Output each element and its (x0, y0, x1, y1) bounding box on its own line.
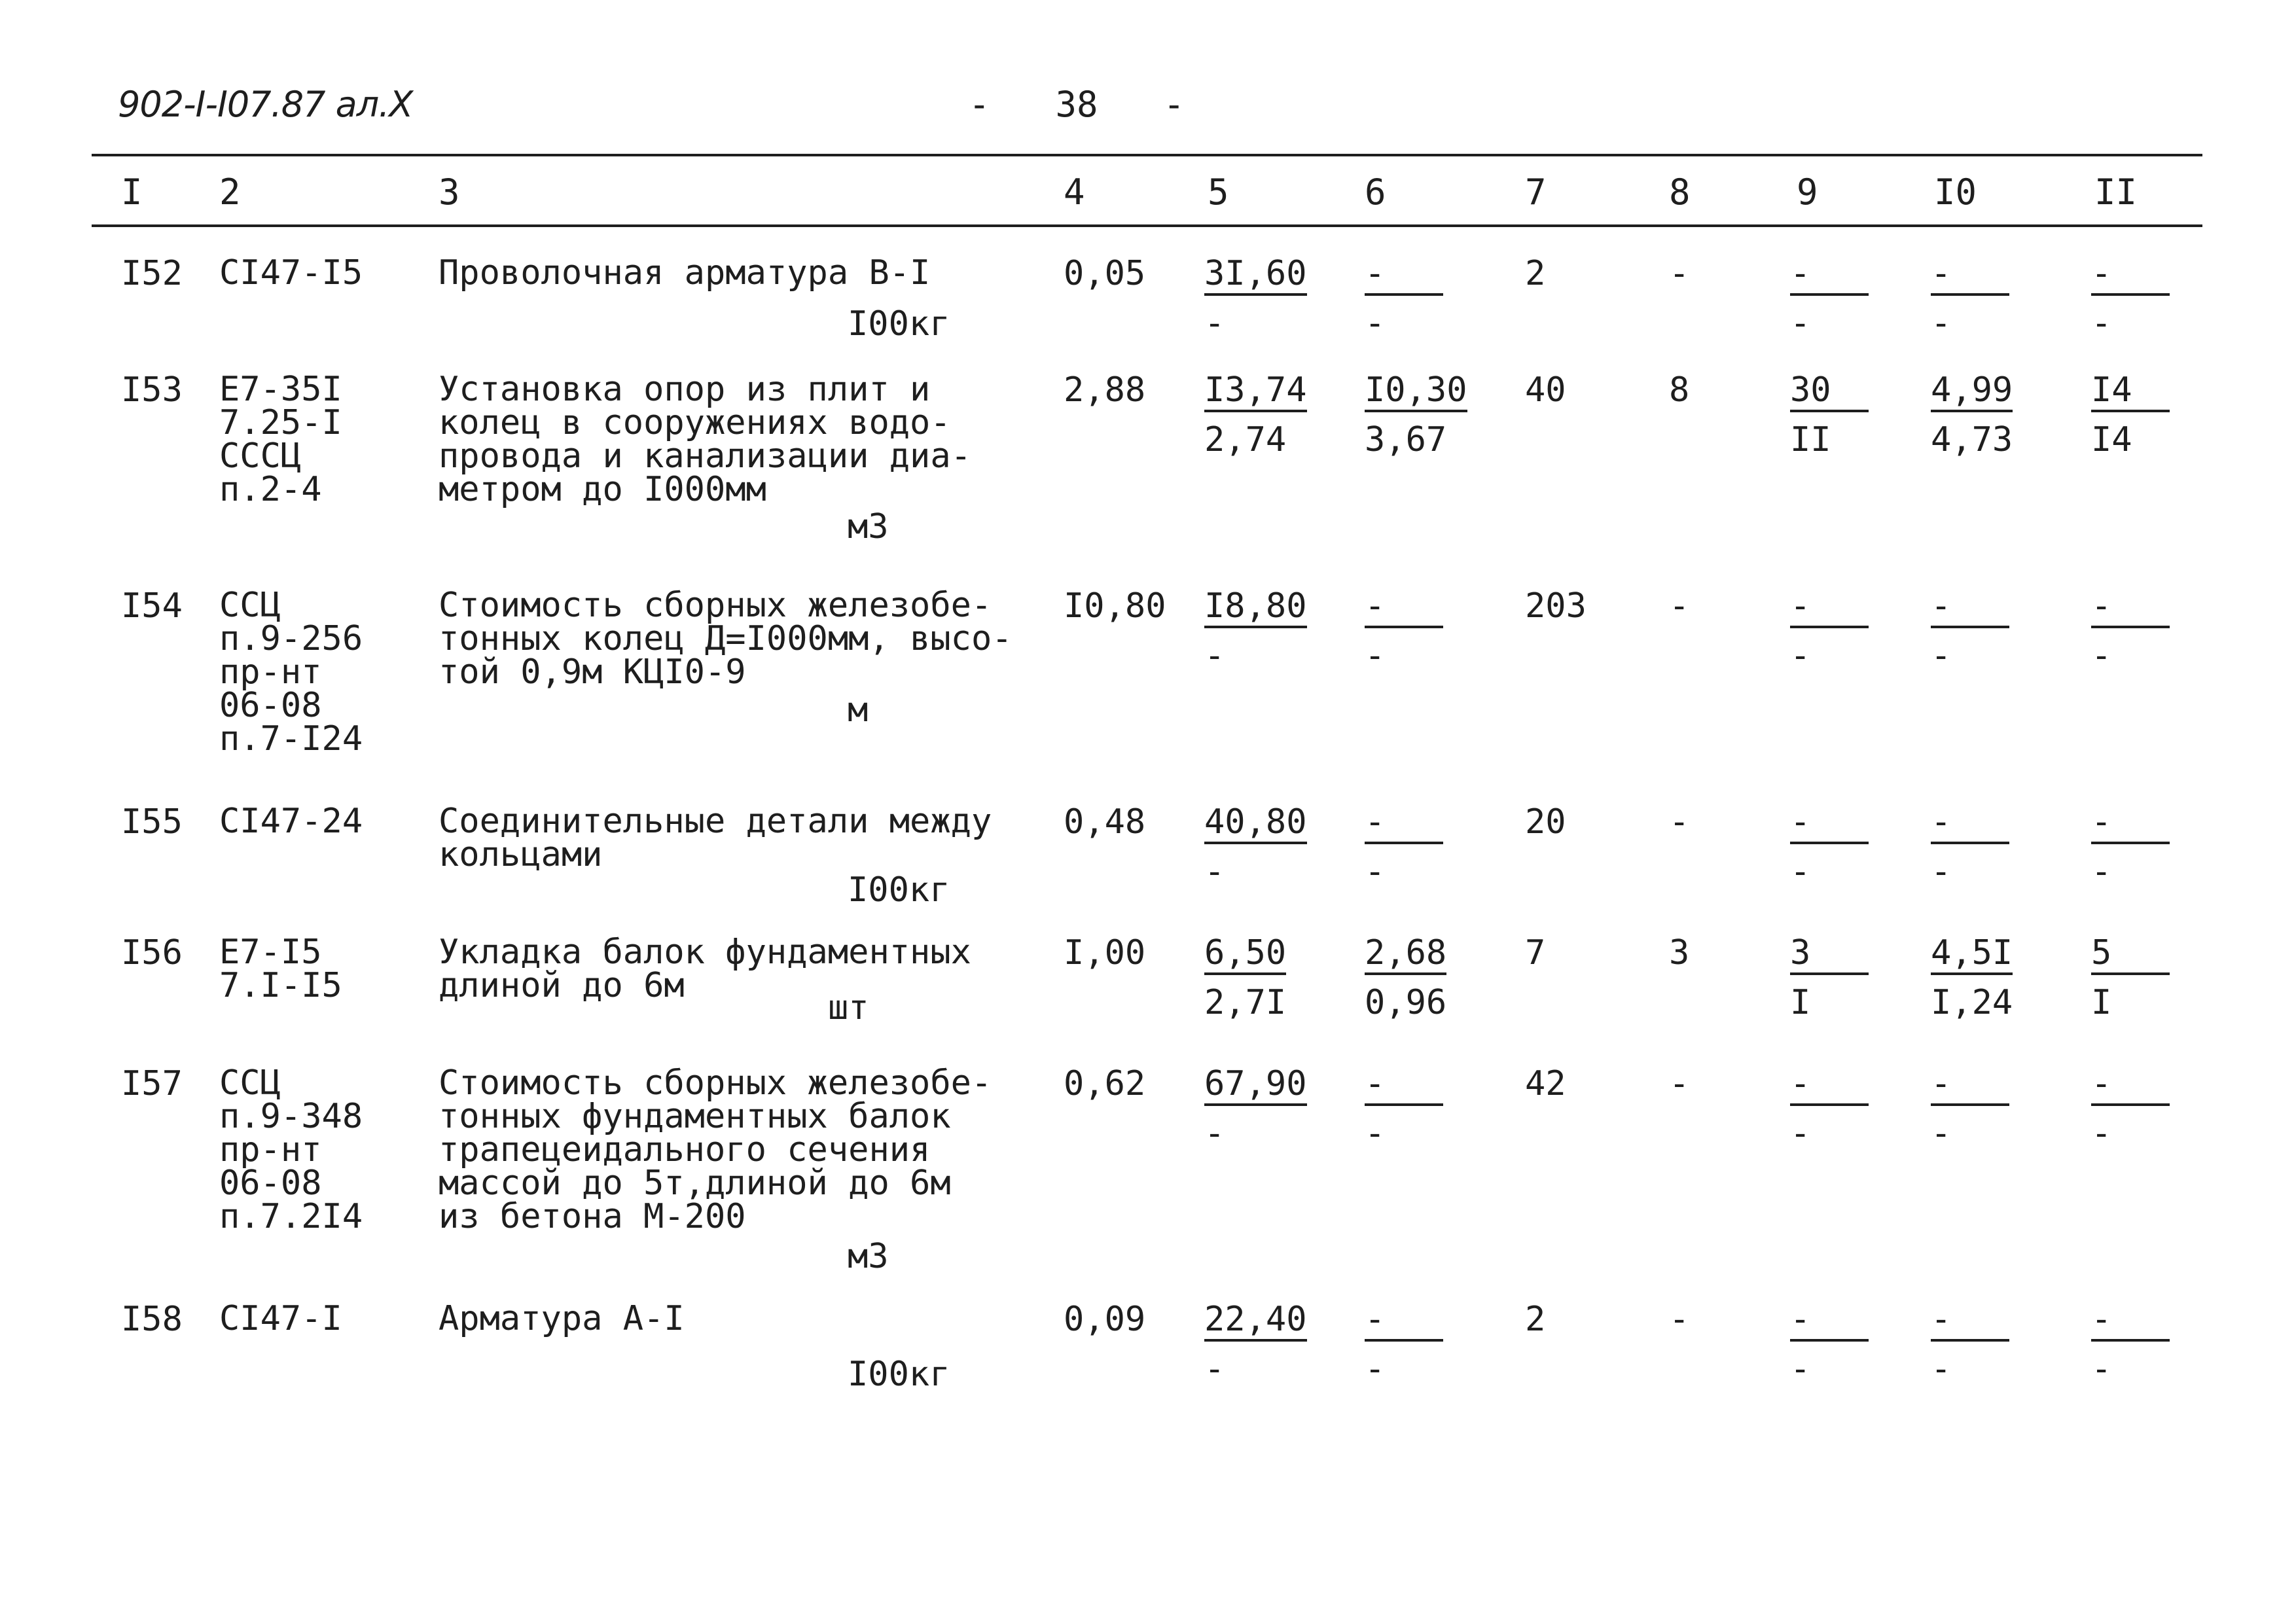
column-header-7: 7 (1525, 171, 1547, 213)
col8-value: 3 (1669, 933, 1690, 972)
col9-value: - - (1790, 257, 1869, 340)
work-description: Проволочная арматура В-I (439, 253, 931, 293)
col7-value: 20 (1525, 802, 1566, 842)
rate-code: CI47-I5 (219, 253, 363, 293)
col8-value: - (1669, 1064, 1690, 1103)
row-number: I52 (121, 254, 183, 293)
col7-value: 2 (1525, 1300, 1546, 1339)
rate-code: ССЦ п.9-348 пр-нт 06-08 п.7.2I4 (219, 1063, 363, 1236)
col11-value: $\frac{5}{I}$ (2091, 936, 2170, 1020)
col11-value: - - (2091, 1302, 2170, 1386)
col5-value: I8,80 - (1204, 586, 1307, 675)
col5-value: 3I,60 - (1204, 254, 1307, 343)
quantity: I0,80 (1064, 586, 1166, 626)
col8-value: - (1669, 254, 1690, 293)
col6-value: - - (1365, 1302, 1443, 1386)
unit-of-measure: м3 (848, 507, 889, 546)
work-description: Арматура А-I (439, 1299, 685, 1338)
table-top-rule (92, 154, 2202, 156)
rate-code: CI47-I (219, 1299, 342, 1338)
col7-value: 42 (1525, 1064, 1566, 1103)
col5-value: 67,90 - (1204, 1064, 1307, 1153)
quantity: 0,62 (1064, 1064, 1146, 1103)
column-header-9: 9 (1797, 171, 1818, 213)
rate-code: Е7-I5 7.I-I5 (219, 933, 342, 1005)
column-header-3: 3 (439, 171, 460, 213)
col10-value: - - (1931, 257, 2009, 340)
column-header-8: 8 (1669, 171, 1691, 213)
quantity: 0,09 (1064, 1300, 1146, 1339)
rate-code: CI47-24 (219, 802, 363, 841)
col11-value: - - (2091, 257, 2170, 340)
col7-value: 203 (1525, 586, 1587, 626)
col9-value: - - (1790, 805, 1869, 889)
col11-value: - - (2091, 805, 2170, 889)
document-code: 902-I-I07.87 ал.Х (118, 84, 413, 125)
row-number: I54 (121, 586, 183, 626)
col7-value: 7 (1525, 933, 1546, 972)
col8-value: - (1669, 1300, 1690, 1339)
page-dash-right: - (1163, 84, 1185, 125)
col7-value: 2 (1525, 254, 1546, 293)
unit-of-measure: I00кг (848, 304, 950, 344)
col10-value: $\frac{4,99}{4,73}$ (1931, 370, 2013, 459)
unit-of-measure: м (848, 690, 869, 730)
column-header-1: I (121, 171, 143, 213)
work-description: Укладка балок фундаментных длиной до 6м (439, 933, 971, 1005)
col8-value: 8 (1669, 370, 1690, 410)
col10-value: $\frac{4,5I}{I,24}$ (1931, 933, 2013, 1022)
unit-of-measure: м3 (848, 1237, 889, 1276)
quantity: I,00 (1064, 933, 1146, 972)
col8-value: - (1669, 586, 1690, 626)
page-number: 38 (1055, 84, 1098, 125)
row-number: I55 (121, 802, 183, 842)
row-number: I53 (121, 370, 183, 410)
col6-value: $\frac{I0,30}{3,67}$ (1365, 370, 1467, 459)
col11-value: - - (2091, 1067, 2170, 1150)
column-header-11: II (2094, 171, 2138, 213)
row-number: I58 (121, 1300, 183, 1339)
unit-of-measure: I00кг (848, 1355, 950, 1394)
column-header-6: 6 (1365, 171, 1386, 213)
col6-value: $\frac{2,68}{0,96}$ (1365, 933, 1447, 1022)
page-number-group (969, 84, 1185, 125)
table-header-rule (92, 224, 2202, 227)
col5-value: $\frac{I3,74}{2,74}$ (1204, 370, 1307, 459)
col7-value: 40 (1525, 370, 1566, 410)
col9-value: - - (1790, 1067, 1869, 1150)
unit-of-measure: шт (828, 988, 869, 1027)
quantity: 0,05 (1064, 254, 1146, 293)
col10-value: - - (1931, 1067, 2009, 1150)
col11-value: $\frac{I4}{I4}$ (2091, 373, 2170, 457)
col5-value: 40,80 - (1204, 802, 1307, 891)
quantity: 0,48 (1064, 802, 1146, 842)
column-header-5: 5 (1208, 171, 1229, 213)
work-description: Установка опор из плит и колец в сооружениях водо- провода и канализации диа- метром до I000мм (439, 370, 971, 509)
col10-value: - - (1931, 589, 2009, 673)
col9-value: $\frac{3}{I}$ (1790, 936, 1869, 1020)
col9-value: $\frac{30}{II}$ (1790, 373, 1869, 457)
col9-value: - - (1790, 589, 1869, 673)
work-description: Стоимость сборных железобе- тонных фундаментных балок трапецеидального сечения массой до 5т,длиной до 6м из бетона М-200 (439, 1063, 992, 1236)
col5-value: $\frac{6,50}{2,7I}$ (1204, 933, 1287, 1022)
col8-value: - (1669, 802, 1690, 842)
col5-value: 22,40 - (1204, 1300, 1307, 1389)
column-header-2: 2 (219, 171, 241, 213)
col10-value: - - (1931, 1302, 2009, 1386)
col6-value: - - (1365, 1067, 1443, 1150)
work-description: Соединительные детали между кольцами (439, 802, 992, 874)
col11-value: - - (2091, 589, 2170, 673)
col6-value: - - (1365, 589, 1443, 673)
col9-value: - - (1790, 1302, 1869, 1386)
row-number: I56 (121, 933, 183, 972)
unit-of-measure: I00кг (848, 870, 950, 910)
quantity: 2,88 (1064, 370, 1146, 410)
page-dash-left: - (969, 84, 990, 125)
col10-value: - - (1931, 805, 2009, 889)
column-header-10: I0 (1934, 171, 1977, 213)
col6-value: - - (1365, 805, 1443, 889)
work-description: Стоимость сборных железобе- тонных колец Д=I000мм, высо- той 0,9м КЦI0-9 (439, 586, 1013, 692)
row-number: I57 (121, 1064, 183, 1103)
column-header-4: 4 (1064, 171, 1085, 213)
rate-code: Е7-35I 7.25-I СССЦ п.2-4 (219, 370, 342, 509)
rate-code: ССЦ п.9-256 пр-нт 06-08 п.7-I24 (219, 586, 363, 758)
col6-value: - - (1365, 257, 1443, 340)
